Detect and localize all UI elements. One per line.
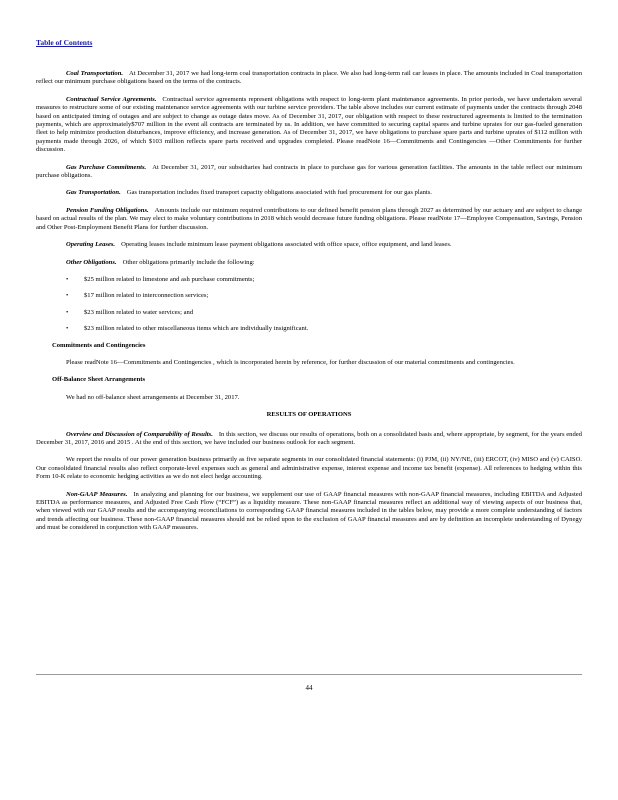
list-item: • $25 million related to limestone and ash purchase commitments; xyxy=(66,275,255,283)
list-item: • $23 million related to water services; and xyxy=(66,308,194,316)
coal-transportation-title: Coal Transportation. xyxy=(66,70,124,77)
off-balance-paragraph: We had no off-balance sheet arrangements at December 31, 2017. xyxy=(66,393,240,401)
list-item: • $23 million related to other miscellaneous items which are individually insignificant. xyxy=(66,325,309,333)
page-content xyxy=(36,70,582,542)
overview-text: In this section, we discuss our results of operations, both on a consolidated basis and, where appropriate, by segment, for the years ended December 31, 2017, 2016 and 2015 . At the end of this section, we have included our business outlook for each segment. xyxy=(36,430,582,446)
non-gaap-title: Non-GAAP Measures. xyxy=(66,490,128,498)
gas-purchase-paragraph xyxy=(36,164,582,181)
coal-transportation-text: At December 31, 2017 we had long-term coal transportation contracts in place. We also had long-term rail car leases in place. The amounts included in Coal transportation reflect our minimum purchase obligations based on the terms of the contracts. xyxy=(36,70,582,86)
operating-leases-title: Operating Leases. xyxy=(66,241,116,249)
footer-divider xyxy=(36,674,582,675)
results-of-operations-heading: RESULTS OF OPERATIONS xyxy=(266,411,352,419)
pension-funding-title: Pension Funding Obligations. xyxy=(66,206,149,214)
coal-transportation-paragraph xyxy=(36,70,582,87)
other-obligations-paragraph xyxy=(36,259,582,267)
bullet-icon: • xyxy=(66,292,69,300)
operating-leases-text: Operating leases include minimum lease payment obligations associated with office space, office equipment, and land leases. xyxy=(121,241,452,249)
bullet-icon: • xyxy=(66,325,69,333)
operating-leases-paragraph xyxy=(36,241,582,249)
pension-funding-text: Amounts include our minimum required contributions to our defined benefit pension plans through 2027 as determined by our actuary and are subject to change based on actual results of the plan. We may elect to make voluntary contributions in 2018 which would decrease future funding obligations. Please readNote 17—Employee Compensation, Savings, Pension and Other Post-Employment Benefit Plans for further discussion. xyxy=(36,206,583,231)
commitments-paragraph: Please readNote 16—Commitments and Contingencies , which is incorporated herein by reference, for further discussion of our material commitments and contingencies. xyxy=(66,358,515,366)
gas-transportation-title: Gas Transportation. xyxy=(66,189,121,197)
other-obligations-title: Other Obligations. xyxy=(66,258,117,266)
non-gaap-paragraph xyxy=(36,491,582,533)
gas-purchase-text: At December 31, 2017, our subsidiaries had contracts in place to purchase gas for various generation facilities. The amounts in the table reflect our minimum purchase obligations. xyxy=(36,163,582,180)
list-item: • $17 million related to interconnection services; xyxy=(66,292,209,300)
overview-title: Overview and Discussion of Comparability of Results. xyxy=(66,430,213,438)
page-number: 44 xyxy=(305,684,313,692)
bullet-icon: • xyxy=(66,308,69,316)
other-obligations-list xyxy=(36,276,582,334)
gas-transportation-paragraph xyxy=(36,189,582,197)
commitments-heading: Commitments and Contingencies xyxy=(52,341,146,349)
table-of-contents-link[interactable]: Table of Contents xyxy=(36,38,93,47)
other-obligations-text: Other obligations primarily include the following: xyxy=(122,258,255,266)
contractual-service-text: Contractual service agreements represent obligations with respect to long-term plant maintenance agreements. In prior periods, we have undertaken several measures to restructure some of our existing maintenance service agreements with our turbine service providers. The table above includes our current estimate of payments under the contracts through 2048 based on anticipated timing of outages and are subject to change as outage dates move. As of December 31, 2017, our obligation with respect to these restructured agreements is limited to the termination payments, which are approximately$707 million in the event all contracts are terminated by us. In addition, we have committed to securing capital spares and turbine uprates for our gas-fueled generation fleet to help minimize production disturbances, improve efficiency, and increase generation. As of December 31, 2017, we have obligations to purchase spare parts and turbine uprates of $112 million with payments made through 2026, of which $103 million reflects spare parts received and upgrades completed. Please readNote 16—Commitments and Contingencies —Other Commitments for further discussion. xyxy=(36,95,582,154)
pension-funding-paragraph xyxy=(36,207,582,232)
non-gaap-text: In analyzing and planning for our business, we supplement our use of GAAP financial measures with non-GAAP financial measures, including EBITDA and Adjusted EBITDA as performance measures, and Adjusted Free Cash Flow (“FCF”) as a liquidity measure. These non-GAAP financial measures reflect an additional way of viewing aspects of our business that, when viewed with our GAAP results and the accompanying reconciliations to corresponding GAAP financial measures included in the tables below, may provide a more complete understanding of factors and trends affecting our business. These non-GAAP financial measures should not be relied upon to the exclusion of GAAP financial measures and are by definition an incomplete understanding of Dynegy and must be considered in conjunction with GAAP measures. xyxy=(36,490,582,532)
bullet-icon: • xyxy=(66,275,69,283)
segments-paragraph: We report the results of our power generation business primarily as five separate segments in our consolidated financial statements: (i) PJM, (ii) NY/NE, (iii) ERCOT, (iv) MISO and (v) CAISO. Our consolidated financial results also reflect corporate-level expenses such as general and administrative expense, interest expense and income tax benefit (expense). All references to hedging within this Form 10-K relate to economic hedging activities as we do not elect hedge accounting. xyxy=(36,456,582,481)
off-balance-heading: Off-Balance Sheet Arrangements xyxy=(52,376,146,384)
gas-purchase-title: Gas Purchase Commitments. xyxy=(66,163,147,171)
contractual-service-paragraph xyxy=(36,96,582,155)
gas-transportation-text: Gas transportation includes fixed transport capacity obligations associated with fuel procurement for our gas plants. xyxy=(126,189,432,197)
contractual-service-title: Contractual Service Agreements. xyxy=(66,95,157,103)
overview-paragraph xyxy=(36,431,582,448)
